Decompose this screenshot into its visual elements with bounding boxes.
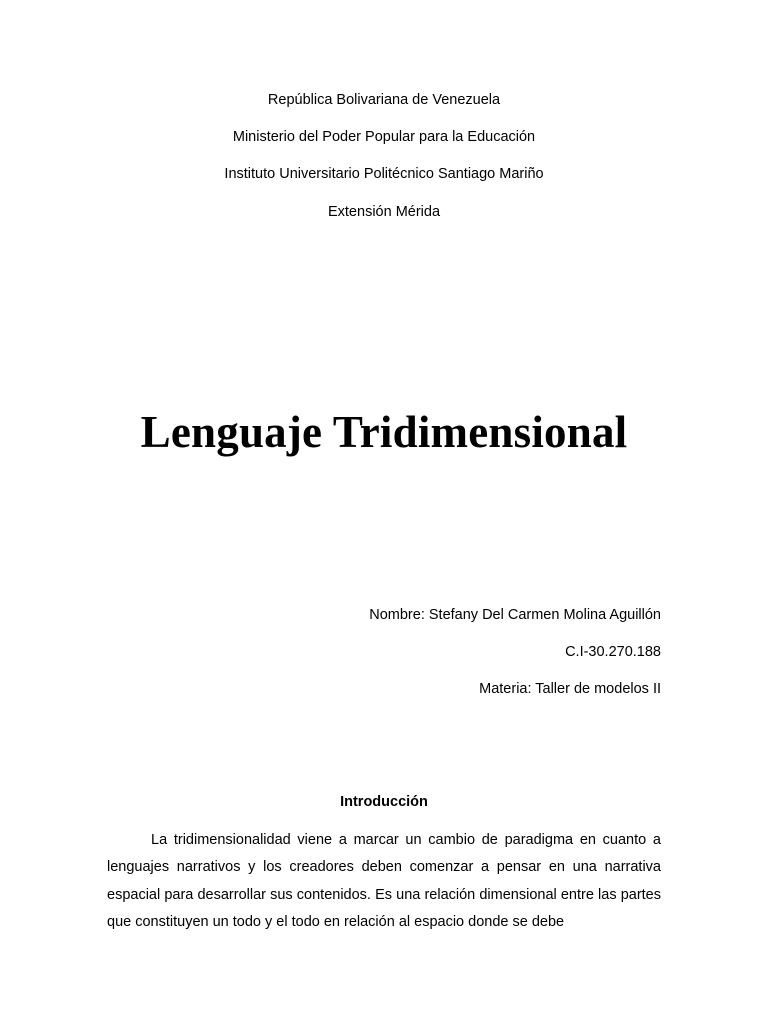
header-institute: Instituto Universitario Politécnico Santiago Mariño: [224, 166, 544, 182]
document-title: Lenguaje Tridimensional: [140, 407, 628, 457]
student-name: Nombre: Stefany Del Carmen Molina Aguillón: [369, 607, 661, 623]
introduction-heading: Introducción: [340, 794, 428, 810]
student-id: C.I-30.270.188: [565, 644, 661, 660]
header-country: República Bolivariana de Venezuela: [267, 92, 501, 108]
header-extension: Extensión Mérida: [327, 204, 441, 220]
header-ministry: Ministerio del Poder Popular para la Educación: [232, 129, 536, 145]
subject: Materia: Taller de modelos II: [479, 681, 661, 697]
introduction-paragraph: La tridimensionalidad viene a marcar un cambio de paradigma en cuanto a lenguajes narrativos y los creadores deben comenzar a pensar en una narrativa espacial para desarrollar sus contenidos. Es una relación dimensional entre las partes que constituyen un todo y el todo en relación al espacio donde se debe: [107, 832, 661, 930]
